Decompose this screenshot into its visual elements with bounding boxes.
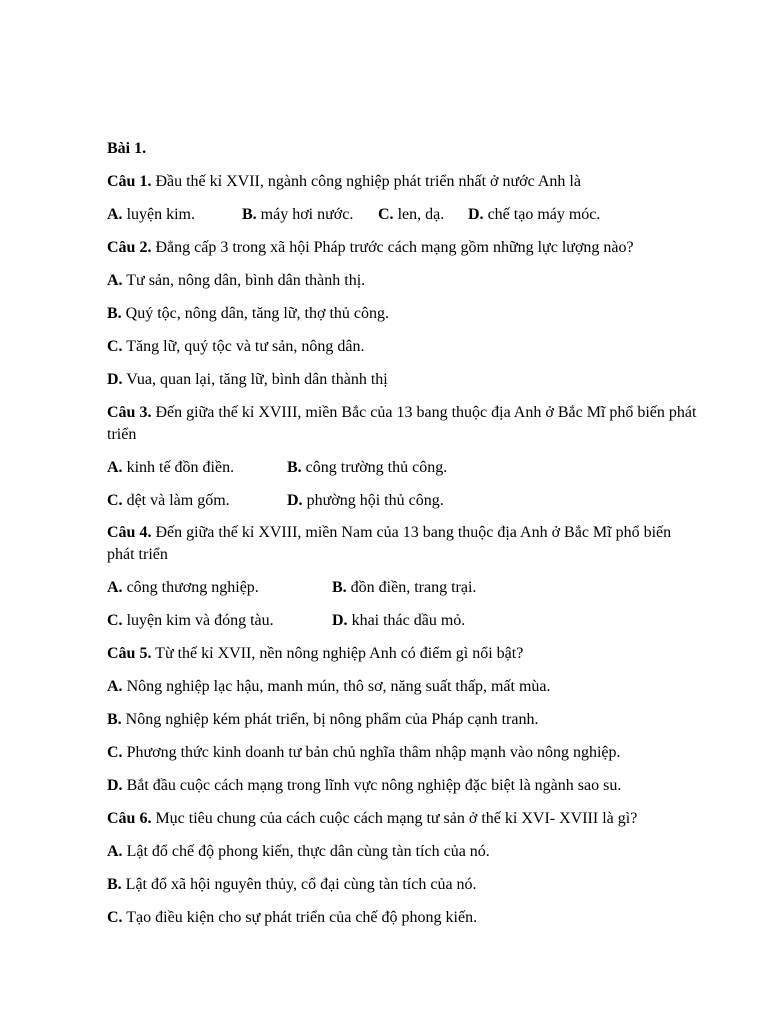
question-5-option-a: A. Nông nghiệp lạc hậu, manh mún, thô sơ, năng suất thấp, mất mùa. [107,678,551,695]
option-d: D. khai thác dầu mỏ. [332,612,466,629]
option-a: A. kinh tế đồn điền. [107,459,235,476]
option-b: B. máy hơi nước. [242,206,354,223]
option-b: B. công trường thủ công. [287,459,448,476]
option-c: C. len, dạ. [378,206,445,223]
option-c: C. luyện kim và đóng tàu. [107,612,274,629]
option-c: C. dệt và làm gốm. [107,492,230,509]
question-2-option-c: C. Tăng lữ, quý tộc và tư sản, nông dân. [107,338,365,355]
question-6-option-a: A. Lật đổ chế độ phong kiến, thực dân cùng tàn tích của nó. [107,843,490,860]
question-text: Đến giữa thế kỉ XVIII, miền Bắc của 13 bang thuộc địa Anh ở Bắc Mĩ phổ biến phát triển [107,404,697,443]
question-text: Đầu thế kỉ XVII, ngành công nghiệp phát triển nhất ở nước Anh là [151,173,581,190]
option-a: A. công thương nghiệp. [107,579,259,596]
question-3-options-row-1 [107,457,707,479]
question-6 [107,808,637,830]
question-5-option-b: B. Nông nghiệp kém phát triển, bị nông phẩm của Pháp cạnh tranh. [107,711,539,728]
question-4 [107,522,699,566]
question-text: Đẳng cấp 3 trong xã hội Pháp trước cách mạng gồm những lực lượng nào? [151,239,634,256]
question-label: Câu 2. [107,239,152,256]
question-2-option-b: B. Quý tộc, nông dân, tăng lữ, thợ thủ công. [107,305,389,322]
option-d: D. phường hội thủ công. [287,492,444,509]
question-3-options-row-2 [107,490,707,512]
question-text: Từ thế kỉ XVII, nền nông nghiệp Anh có điểm gì nổi bật? [151,645,524,662]
question-1-options [107,204,707,226]
question-2-option-d: D. Vua, quan lại, tăng lữ, bình dân thành thị [107,371,388,388]
question-label: Câu 4. [107,524,152,541]
question-5-option-d: D. Bắt đầu cuộc cách mạng trong lĩnh vực nông nghiệp đặc biệt là ngành sao su. [107,777,622,794]
question-2-option-a: A. Tư sản, nông dân, bình dân thành thị. [107,272,366,289]
question-5 [107,643,523,665]
question-6-option-c: C. Tạo điều kiện cho sự phát triển của chế độ phong kiến. [107,909,478,926]
question-4-options-row-1 [107,577,707,599]
question-4-options-row-2 [107,610,707,632]
question-5-option-c: C. Phương thức kinh doanh tư bản chủ nghĩa thâm nhập mạnh vào nông nghiệp. [107,744,621,761]
question-label: Câu 3. [107,404,152,421]
option-a: A. luyện kim. [107,206,195,223]
question-text: Đến giữa thế kỉ XVIII, miền Nam của 13 bang thuộc địa Anh ở Bắc Mĩ phổ biến phát triển [107,524,672,563]
question-label: Câu 6. [107,810,152,827]
question-1 [107,171,581,193]
question-6-option-b: B. Lật đổ xã hội nguyên thủy, cổ đại cùng tàn tích của nó. [107,876,477,893]
option-b: B. đồn điền, trang trại. [332,579,477,596]
exercise-title: Bài 1. [107,140,147,157]
question-2 [107,237,634,259]
question-3 [107,402,699,446]
question-label: Câu 5. [107,645,152,662]
question-label: Câu 1. [107,173,152,190]
option-d: D. chế tạo máy móc. [468,206,601,223]
question-text: Mục tiêu chung của cách cuộc cách mạng tư sản ở thế kỉ XVI- XVIII là gì? [151,810,638,827]
